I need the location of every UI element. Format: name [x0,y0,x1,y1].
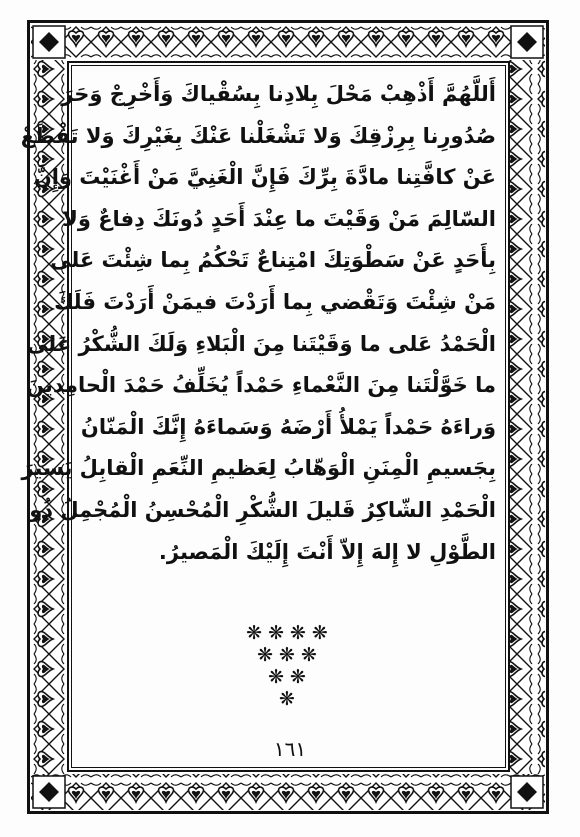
text-line: الْحَمْدُ عَلى ما وَقَيْتَنا مِنَ الْبَلاءِ وَلَكَ الشُّكْرُ عَلى [27,331,496,356]
ornament-row: ❋❋❋❋ [246,622,334,644]
text-line: صُدُورِنا بِرِزْقِكَ وَلا تَشْغَلْنا عَنْكَ بِغَيْرِكَ وَلا تَقْطَعْ [20,123,496,148]
text-line: السّالِمَ مَنْ وَقَيْتَ ما عِنْدَ أَحَدٍ دُونَكَ دِفاعٌ وَلا [62,206,496,231]
text-line: بِجَسيمِ الْمِنَنِ الْوَهّابُ لِعَظيمِ النِّعَمِ الْقابِلُ يَسيرَ [21,456,496,481]
text-line: عَنْ كافَّتِنا مادَّةَ بِرِّكَ فَإِنَّ الْغَنِيَّ مَنْ أَغْنَيْتَ وَإِنَّ [33,165,496,190]
ornament-row: ❋❋ [268,666,312,688]
ornament-row: ❋❋❋ [257,644,323,666]
text-line: مَنْ شِئْتَ وَتَقْضي بِما أَرَدْتَ فيمَنْ أَرَدْتَ فَلَكَ [54,289,496,314]
text-line: الطَّوْلِ لا إِلهَ إِلاّ أَنْتَ إِلَيْكَ الْمَصيرُ. [158,539,496,564]
page-number: ١٦١ [273,737,307,761]
text-line: ما خَوَّلْتَنا مِنَ النَّعْماءِ حَمْداً يُخَلِّفُ حَمْدَ الْحامِدينَ [26,373,496,398]
text-line: أَللَّهُمَّ أَذْهِبْ مَحْلَ بِلادِنا بِسُقْياكَ وَأَخْرِجْ وَحَرَ [61,82,496,106]
supplication-text [20,74,496,573]
text-line: وَراءَهُ حَمْداً يَمْلأُ أَرْضَهُ وَسَماءَهُ إِنَّكَ الْمَنّانُ [80,414,496,439]
ornament-row: ❋ [279,688,301,710]
text-line: بِأَحَدٍ عَنْ سَطْوَتِكَ امْتِناعٌ تَحْكُمُ بِما شِئْتَ عَلى [50,248,496,273]
star-ornament [230,622,350,717]
text-line: الْحَمْدِ الشّاكِرُ قَليلَ الشُّكْرِ الْمُحْسِنُ الْمُجْمِلُ ذُو [29,497,496,522]
